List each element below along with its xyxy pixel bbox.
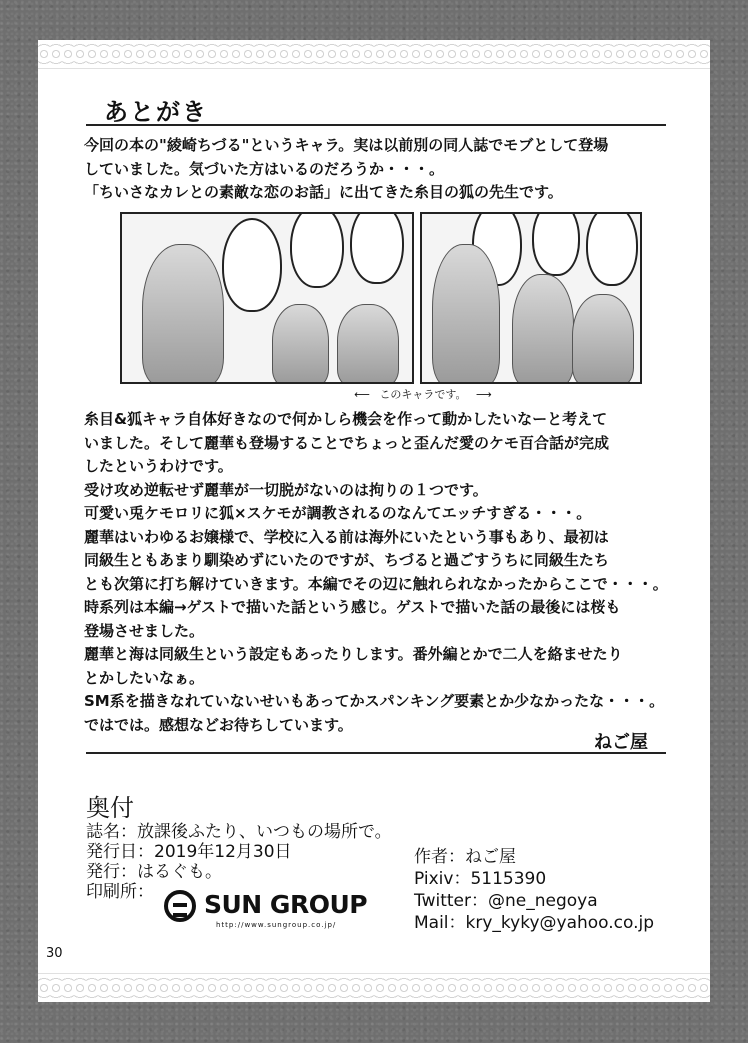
body-line: とも次第に打ち解けていきます。本編でその辺に触れられなかったからここで・・・。 [84, 574, 668, 593]
intro-line: していました。気づいた方はいるのだろうか・・・。 [84, 159, 445, 178]
manga-panel-left [120, 212, 414, 384]
printer-logo-url: http://www.sungroup.co.jp/ [216, 921, 337, 929]
divider-top [86, 124, 666, 126]
printer-logo-name: SUN GROUP [204, 890, 368, 919]
body-line: 受け攻め逆転せず麗華が一切脱がないのは拘りの１つです。 [84, 480, 488, 499]
body-line: 麗華はいわゆるお嬢様で、学校に入る前は海外にいたという事もあり、最初は [84, 527, 609, 546]
afterword-intro [84, 134, 694, 205]
colophon-title: 奥付 [86, 794, 134, 822]
body-line: 糸目&狐キャラ自体好きなので何かしら機会を作って動かしたいなーと考えて [84, 410, 608, 428]
book-title: 誌名：放課後ふたり、いつもの場所で。 [86, 822, 392, 842]
printer-label: 印刷所： [86, 882, 154, 902]
illustration-caption: ⟵ このキャラです。 ⟶ [354, 388, 492, 401]
author-signature: ねご屋 [594, 732, 648, 753]
afterword-body [84, 408, 694, 737]
body-line: 登場させました。 [84, 621, 205, 640]
twitter-handle: Twitter：@ne_negoya [414, 891, 598, 911]
body-line: したというわけです。 [84, 457, 233, 475]
body-line: 同級生ともあまり馴染めずにいたのですが、ちづると過ごすうちに同級生たち [84, 551, 609, 569]
caption-text: このキャラです。 [379, 388, 467, 401]
body-line: SM系を描きなれていないせいもあってかスパンキング要素とか少なかったな・・・。 [84, 692, 665, 710]
sun-group-logo [164, 888, 380, 932]
colophon-author-info [414, 846, 654, 934]
mail-address: Mail：kry_kyky@yahoo.co.jp [414, 913, 655, 933]
intro-line: 今回の本の"綾崎ちづる"というキャラ。実は以前別の同人誌でモブとして登場 [84, 136, 609, 154]
publisher: 発行：はるぐも。 [86, 862, 222, 882]
body-line: いました。そして麗華も登場することでちょっと歪んだ愛のケモ百合話が完成 [84, 433, 610, 452]
body-line: 麗華と海は同級生という設定もあったりします。番外編とかで二人を絡ませたり [84, 645, 623, 663]
manga-panel-right [420, 212, 642, 384]
lace-border-top [38, 40, 710, 69]
author-name: 作者：ねご屋 [414, 847, 516, 867]
body-line: とかしたいなぁ。 [84, 668, 205, 687]
body-line: ではでは。感想などお待ちしています。 [84, 715, 353, 734]
page-number: 30 [46, 946, 63, 961]
divider-bottom [86, 752, 666, 754]
sun-group-logo-icon [164, 890, 196, 922]
publish-date: 発行日：2019年12月30日 [86, 842, 292, 862]
body-line: 時系列は本編→ゲストで描いた話という感じ。ゲストで描いた話の最後には桜も [84, 598, 621, 616]
lace-border-bottom [38, 973, 710, 1002]
afterword-title: あとがき [104, 98, 208, 126]
intro-line: 「ちいさなカレとの素敵な恋のお話」に出てきた糸目の狐の先生です。 [84, 183, 563, 201]
document-page [38, 40, 710, 1002]
body-line: 可愛い兎ケモロリに狐×スケモが調教されるのなんてエッチすぎる・・・。 [84, 504, 592, 522]
manga-illustration [120, 212, 640, 380]
pixiv-id: Pixiv：5115390 [414, 869, 547, 889]
